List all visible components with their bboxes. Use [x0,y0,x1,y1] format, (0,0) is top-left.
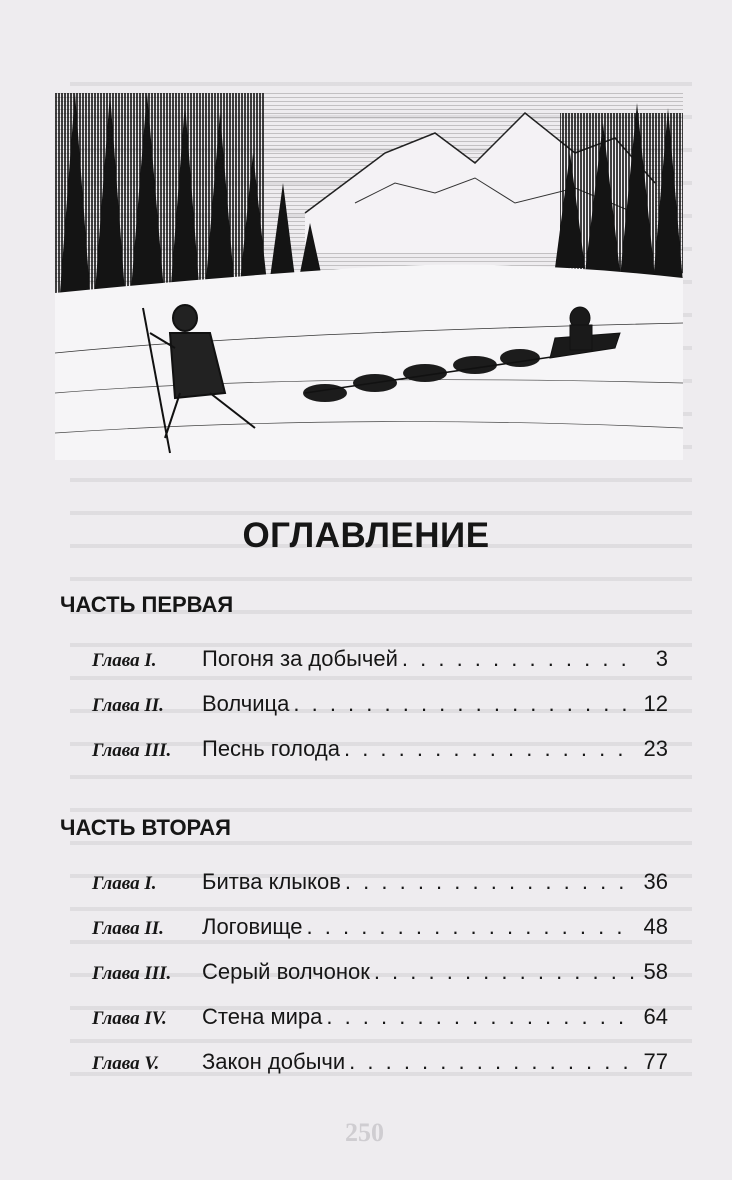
toc-entry [92,869,668,903]
toc-entry [92,736,668,770]
toc-entry [92,646,668,680]
leader-dots [349,1049,634,1075]
leader-dots [344,736,634,762]
engraving-illustration [55,93,683,460]
chapter-label: Глава II. [92,695,164,716]
winter-forest-dog-sled-engraving-icon [55,93,683,460]
page-number: 77 [643,1049,668,1074]
bleed-through-page-number: 250 [345,1118,384,1147]
page-number: 64 [643,1004,668,1029]
part-heading: ЧАСТЬ ВТОРАЯ [60,815,231,840]
chapter-label: Глава I. [92,650,157,671]
leader-dots [307,914,634,940]
chapter-title: Битва клыков [202,869,341,894]
page-number: 58 [643,959,668,984]
leader-dots [345,869,634,895]
leader-dots [326,1004,634,1030]
chapter-title: Стена мира [202,1004,323,1029]
chapter-title: Серый волчонок [202,959,370,984]
leader-dots [293,691,634,717]
part-heading: ЧАСТЬ ПЕРВАЯ [60,592,234,617]
chapter-label: Глава I. [92,873,157,894]
chapter-title: Погоня за добычей [202,646,398,671]
leader-dots [374,959,634,985]
toc-entry [92,1049,668,1083]
chapter-title: Логовище [202,914,303,939]
toc-entry [92,914,668,948]
chapter-label: Глава II. [92,918,164,939]
toc-entry [92,959,668,993]
toc-entry [92,691,668,725]
chapter-label: Глава V. [92,1053,160,1074]
chapter-title: Закон добычи [202,1049,346,1074]
page-number: 36 [643,869,668,894]
page-number: 23 [643,736,668,761]
chapter-label: Глава III. [92,740,172,761]
chapter-title: Волчица [202,691,290,716]
page-number: 12 [643,691,668,716]
chapter-label: Глава IV. [92,1008,167,1029]
toc-entry [92,1004,668,1038]
toc-title: ОГЛАВЛЕНИЕ [242,516,490,555]
chapter-title: Песнь голода [202,736,340,761]
page-number: 48 [643,914,668,939]
leader-dots [402,646,634,672]
chapter-label: Глава III. [92,963,172,984]
page-number: 3 [655,646,668,671]
